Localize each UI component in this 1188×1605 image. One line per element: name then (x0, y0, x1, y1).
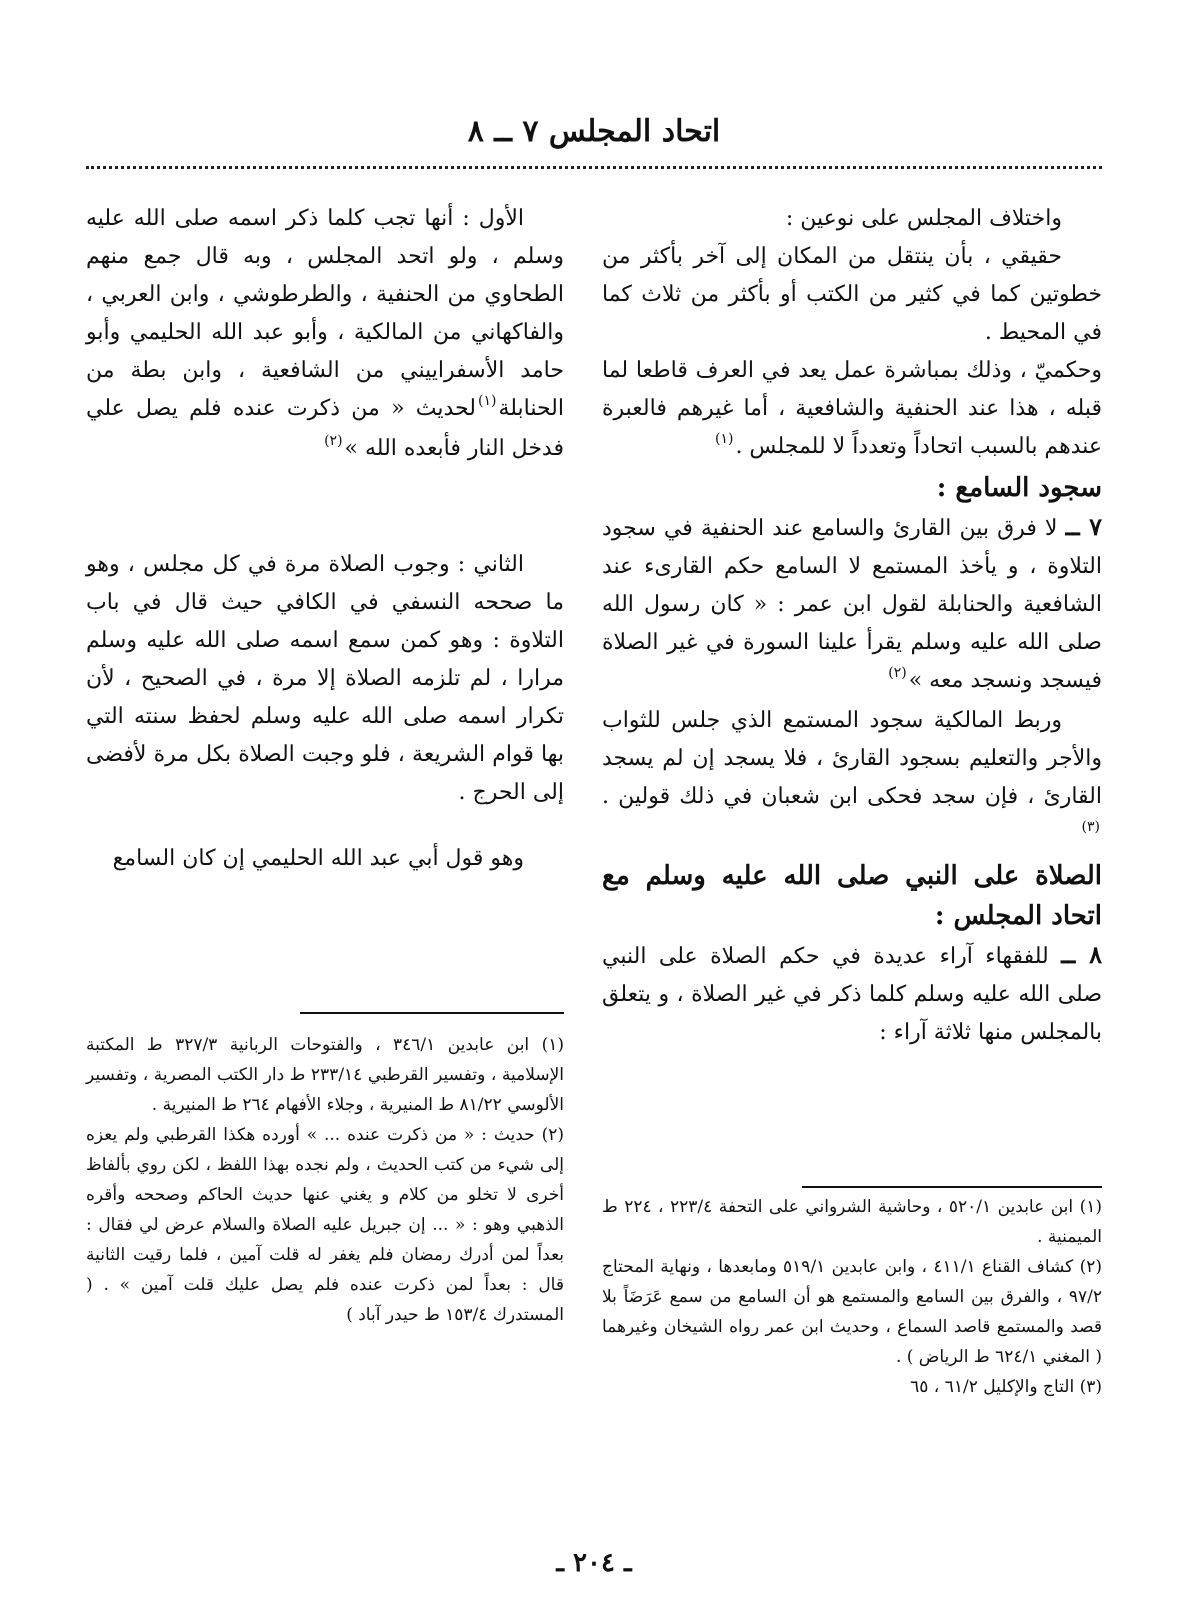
header-dotted-rule (86, 166, 1102, 169)
paragraph-text: الأول : أنها تجب كلما ذكر اسمه صلى الله عليه وسلم ، ولو اتحد المجلس ، وبه قال جمع منهم الطحاوي من الحنفية ، والطرطوشي ، وابن العربي ، والفاكهاني من المالكية ، وأبو عبد الله الحليمي وأبو حامد الأسفراييني من الشافعية ، وابن بطة من الحنابلة (86, 206, 564, 421)
footnote-ref: (٣) (1081, 819, 1100, 835)
footnotes-right (602, 1192, 1102, 1402)
running-title: اتحاد المجلس ٧ ــ ٨ (467, 114, 721, 149)
paragraph: وهو قول أبي عبد الله الحليمي إن كان السامع (112, 846, 524, 871)
footnote-rule (802, 1186, 1102, 1188)
paragraph-text: لحديث « من ذكرت عنده فلم يصل علي فدخل النار فأبعده الله » (86, 396, 564, 461)
footnote: (٢) كشاف القناع ٤١١/١ ، وابن عابدين ٥١٩/١ ومابعدها ، ونهاية المحتاج ٩٧/٢ ، والفرق بين السامع والمستمع هو أن السامع من سمع عَرَضَاً بلا قصد والمستمع قاصد السماع ، وحديث ابن عمر رواه الشيخان وغيرهما ( المغني ٦٢٤/١ ط الرياض ) . (602, 1257, 1102, 1367)
footnote-ref: (١) (714, 431, 734, 447)
footnote-ref: (٢) (324, 433, 343, 449)
section-heading: الصلاة على النبي صلى الله عليه وسلم مع اتحاد المجلس : (602, 861, 1102, 931)
footnote-ref: (١) (477, 393, 497, 409)
footnote-rule (300, 1012, 564, 1014)
left-column (86, 200, 564, 878)
footnote: (١) ابن عابدين ٣٤٦/١ ، والفتوحات الربانية ٣٢٧/٣ ط المكتبة الإسلامية ، وتفسير القرطبي ٢٣٣/١٤ ط دار الكتب المصرية ، وتفسير الألوسي ٨١/٢٢ ط المنيرية ، وجلاء الأفهام ٢٦٤ ط المنيرية . (86, 1035, 564, 1115)
paragraph (602, 352, 1102, 468)
paragraph: حقيقي ، بأن ينتقل من المكان إلى آخر بأكثر من خطوتين كما في كثير من الكتب أو بأكثر من ثلاث كما في المحيط . (602, 244, 1102, 345)
paragraph (602, 702, 1102, 856)
footnote-ref: (٢) (888, 665, 907, 681)
paragraph-text: لا فرق بين القارئ والسامع عند الحنفية في سجود التلاوة ، و يأخذ المستمع لا السامع حكم القارىء عند الشافعية والحنابلة لقول ابن عمر : « كان رسول الله صلى الله عليه وسلم يقرأ علينا السورة في غير الصلاة فيسجد ونسجد معه » (602, 516, 1102, 693)
paragraph: واختلاف المجلس على نوعين : (785, 206, 1062, 231)
paragraph-text: للفقهاء آراء عديدة في حكم الصلاة على النبي صلى الله عليه وسلم كلما ذكر في غير الصلاة ، و يتعلق بالمجلس منها ثلاثة آراء : (602, 944, 1102, 1045)
footnote: (٣) التاج والإكليل ٦١/٢ ، ٦٥ (910, 1377, 1102, 1397)
paragraph-text: وحكميّ ، وذلك بمباشرة عمل يعد في العرف قاطعا لما قبله ، هذا عند الحنفية والشافعية ، أما غيرهم فالعبرة عندهم بالسبب اتحاداً وتعدداً لا للمجلس . (602, 358, 1102, 459)
column-spacer (86, 812, 564, 840)
section-number: ٧ ــ (1065, 512, 1103, 541)
paragraph: الثاني : وجوب الصلاة مرة في كل مجلس ، وهو ما صححه النسفي في الكافي حيث قال في باب التلاوة : وهو كمن سمع اسمه صلى الله عليه وسلم مرارا ، لم تلزمه الصلاة إلا مرة ، في الصحيح ، لأن تكرار اسمه صلى الله عليه وسلم لحفظ سنته التي بها قوام الشريعة ، فلو وجبت الصلاة بكل مرة لأفضى إلى الحرج . (86, 552, 564, 805)
paragraph (602, 508, 1102, 702)
section-number: ٨ ــ (1061, 940, 1103, 969)
paragraph (86, 200, 564, 470)
paragraph (602, 936, 1102, 1052)
footnote: (١) ابن عابدين ٥٢٠/١ ، وحاشية الشرواني على التحفة ٢٢٣/٤ ، ٢٢٤ ط الميمنية . (602, 1197, 1102, 1247)
footnotes-left (86, 1030, 564, 1330)
footnote: (٢) حديث : « من ذكرت عنده ... » أورده هكذا القرطبي ولم يعزه إلى شيء من كتب الحديث ، ولم نجده بهذا اللفظ ، لكن روي بألفاظ أخرى لا تخلو من كلام و يغني عنها حديث الحاكم وصححه وأقره الذهبي وهو : « ... إن جبريل عليه الصلاة والسلام عرض لي فقال : بعداً لمن أدرك رمضان فلم يغفر له قلت آمين ، فلما رقيت الثانية قال : بعداً لمن ذكرت عنده فلم يصل عليك قلت آمين » . ( المستدرك ١٥٣/٤ ط حيدر آباد ) (86, 1125, 564, 1325)
paragraph-text: وربط المالكية سجود المستمع الذي جلس للثواب والأجر والتعليم بسجود القارئ ، فلا يسجد إن لم يسجد القارئ ، فإن سجد فحكى ابن شعبان في ذلك قولين . (602, 708, 1102, 809)
section-heading: سجود السامع : (936, 473, 1102, 503)
column-spacer (86, 470, 564, 546)
right-column (602, 200, 1102, 1052)
page-number: ـ ٢٠٤ ـ (556, 1548, 632, 1578)
